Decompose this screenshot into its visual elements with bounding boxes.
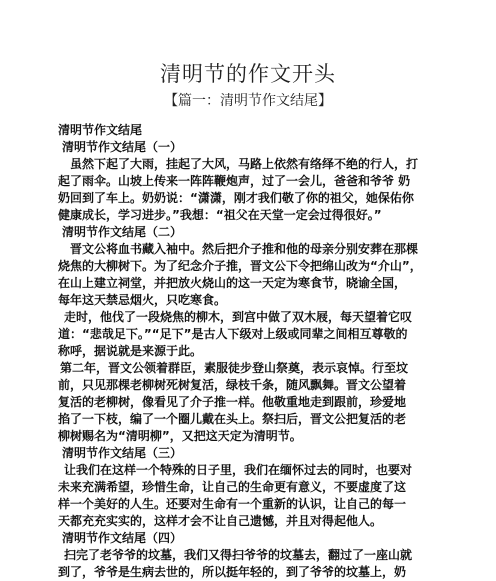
paragraph-line: 让我们在这样一个特殊的日子里，我们在缅怀过去的同时，也要对 (64, 463, 413, 477)
document-title: 清明节的作文开头 (160, 62, 336, 86)
paragraph-line: 道：“悲哉足下。”“足下”是古人下级对上级或同辈之间相互尊敬的 (58, 327, 408, 341)
paragraph-line: 扫完了老爷爷的坟墓，我们又得扫爷爷的坟墓去，翻过了一座山就 (64, 548, 413, 562)
paragraph-line: 掐了一下枝，编了一个圈儿戴在头上。祭扫后，晋文公把复活的老 (58, 412, 407, 426)
paragraph-line: 到了，爷爷是生病去世的，所以挺年轻的，到了爷爷的坟墓上，奶 (58, 565, 407, 579)
paragraph-line: 第二年，晋文公领着群臣，素服徒步登山祭奠，表示哀悼。行至坟 (60, 361, 409, 375)
paragraph-line: 每年这天禁忌烟火，只吃寒食。 (58, 293, 227, 307)
paragraph-line: 柳树赐名为“清明柳”，又把这天定为清明节。 (58, 429, 302, 443)
paragraph-line: 前，只见那棵老柳树死树复活，绿枝千条，随风飘舞。晋文公望着 (58, 378, 407, 392)
paragraph-line: 虽然下起了大雨，挂起了大风，马路上依然有络绎不绝的行人，打 (70, 157, 419, 171)
subsection-heading: 清明节作文结尾（四） (62, 531, 183, 545)
paragraph-line: 走时，他伐了一段烧焦的柳木，到宫中做了双木屐，每天望着它叹 (64, 310, 413, 324)
paragraph-line: 样一个美好的人生。还要对生命有一个重新的认识，让自己的每一 (58, 497, 407, 511)
paragraph-line: 烧焦的大柳树下。为了纪念介子推，晋文公下令把绵山改为“介山”， (58, 259, 422, 273)
subsection-heading: 清明节作文结尾（三） (62, 446, 183, 460)
paragraph-line: 未来充满希望，珍惜生命，让自己的生命更有意义，不要虚度了这 (58, 480, 407, 494)
section-heading: 清明节作文结尾 (58, 123, 143, 137)
paragraph-line: 在山上建立祠堂，并把放火烧山的这一天定为寒食节，晓谕全国， (58, 276, 407, 290)
paragraph-line: 起了雨伞。山坡上传来一阵阵鞭炮声，过了一会儿，爸爸和爷爷 奶 (58, 174, 411, 188)
paragraph-line: 奶回到了车上。奶奶说：“潇潇，刚才我们敬了你的祖父，她保佑你 (58, 191, 414, 205)
document-subtitle: 【篇一：清明节作文结尾】 (164, 93, 332, 109)
subsection-heading: 清明节作文结尾（一） (62, 140, 183, 154)
paragraph-line: 复活的老柳树，像看见了介子推一样。他敬重地走到跟前，珍爱地 (58, 395, 407, 409)
paragraph-line: 晋文公将血书藏入袖中。然后把介子推和他的母亲分别安葬在那棵 (70, 242, 419, 256)
paragraph-line: 称呼，据说就是来源于此。 (58, 344, 203, 358)
paragraph-line: 健康成长，学习进步。”我想：“祖父在天堂一定会过得很好。” (58, 208, 382, 222)
document-body (58, 122, 440, 581)
subsection-heading: 清明节作文结尾（二） (62, 225, 183, 239)
paragraph-line: 天都充充实实的，这样才会不让自己遗憾，并且对得起他人。 (58, 514, 383, 528)
